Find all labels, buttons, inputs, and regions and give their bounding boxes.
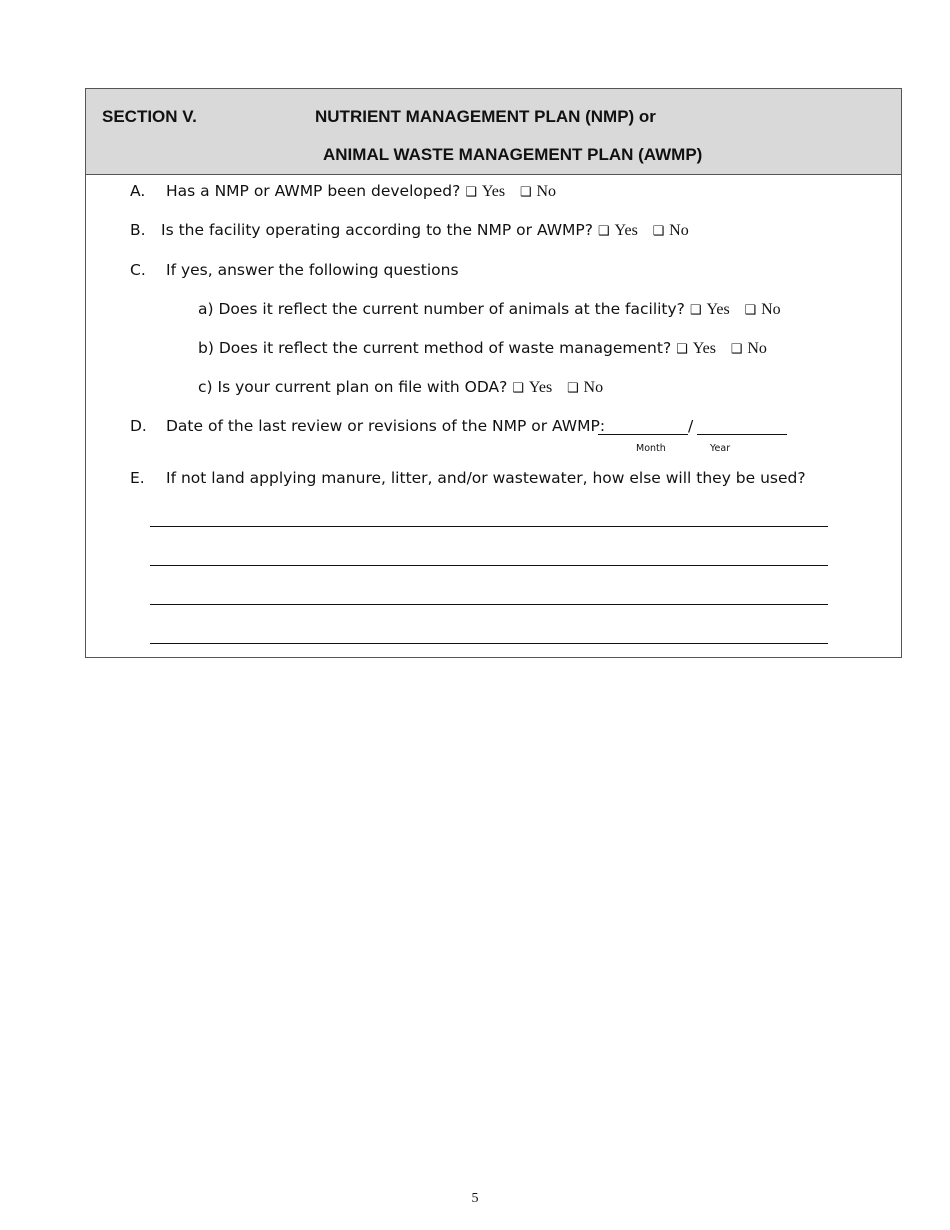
question-b-yes-label: Yes [614, 222, 638, 239]
section-title-line1: NUTRIENT MANAGEMENT PLAN (NMP) or [315, 107, 656, 126]
question-a-no-label: No [536, 183, 557, 200]
question-e-letter: E. [130, 469, 145, 487]
question-c-sub-c-text: c) Is your current plan on file with ODA? [198, 378, 508, 396]
question-c-sub-a [198, 300, 781, 319]
question-c-sub-b-no-checkbox[interactable]: ❑ [730, 342, 743, 357]
question-c-sub-c-no-checkbox[interactable]: ❑ [566, 381, 579, 396]
section-title-line2: ANIMAL WASTE MANAGEMENT PLAN (AWMP) [323, 145, 703, 164]
question-c-sub-c-no-label: No [583, 379, 604, 396]
answer-line-3[interactable] [150, 604, 828, 605]
answer-line-2[interactable] [150, 565, 828, 566]
page-number: 5 [471, 1191, 479, 1206]
question-c-sub-b-yes-label: Yes [692, 340, 716, 357]
question-c-sub-b-no-label: No [747, 340, 767, 357]
month-label: Month [636, 443, 666, 454]
question-a-yes-checkbox[interactable]: ❑ [465, 185, 477, 200]
answer-line-1[interactable] [150, 526, 828, 527]
question-c-sub-c-yes-checkbox[interactable]: ❑ [512, 381, 524, 396]
section-v-form [85, 88, 902, 658]
answer-line-4[interactable] [150, 643, 828, 644]
question-c-letter: C. [130, 261, 146, 279]
year-input-line[interactable] [697, 434, 787, 435]
section-header [86, 89, 901, 175]
question-b-text: Is the facility operating according to the NMP or AWMP? [161, 221, 593, 239]
question-a-letter: A. [130, 182, 146, 200]
question-c-sub-a-no-label: No [761, 301, 781, 318]
question-a-yes-label: Yes [481, 183, 506, 200]
question-c-sub-b [198, 339, 767, 358]
question-d-text: Date of the last review or revisions of the NMP or AWMP: [166, 417, 606, 435]
question-c-sub-a-yes-label: Yes [706, 301, 730, 318]
question-b [161, 221, 689, 240]
question-a [166, 182, 556, 201]
question-b-no-checkbox[interactable]: ❑ [652, 224, 665, 239]
question-c-sub-b-text: b) Does it reflect the current method of waste management? [198, 339, 672, 357]
question-c-sub-c-yes-label: Yes [528, 379, 553, 396]
question-b-yes-checkbox[interactable]: ❑ [597, 224, 610, 239]
question-c-sub-a-yes-checkbox[interactable]: ❑ [689, 303, 702, 318]
question-a-no-checkbox[interactable]: ❑ [519, 185, 532, 200]
question-c-sub-a-text: a) Does it reflect the current number of animals at the facility? [198, 300, 685, 318]
question-c-sub-a-no-checkbox[interactable]: ❑ [744, 303, 757, 318]
month-input-line[interactable] [598, 434, 688, 435]
question-b-no-label: No [669, 222, 689, 239]
date-separator: / [688, 417, 694, 435]
question-b-letter: B. [130, 221, 146, 239]
question-e-text: If not land applying manure, litter, and/or wastewater, how else will they be used? [166, 469, 806, 487]
question-c-sub-c [198, 378, 603, 397]
section-number: SECTION V. [102, 107, 197, 126]
year-label: Year [710, 443, 731, 454]
question-d-letter: D. [130, 417, 147, 435]
question-a-text: Has a NMP or AWMP been developed? [166, 182, 461, 200]
question-c-sub-b-yes-checkbox[interactable]: ❑ [676, 342, 688, 357]
question-c-text: If yes, answer the following questions [166, 261, 459, 279]
